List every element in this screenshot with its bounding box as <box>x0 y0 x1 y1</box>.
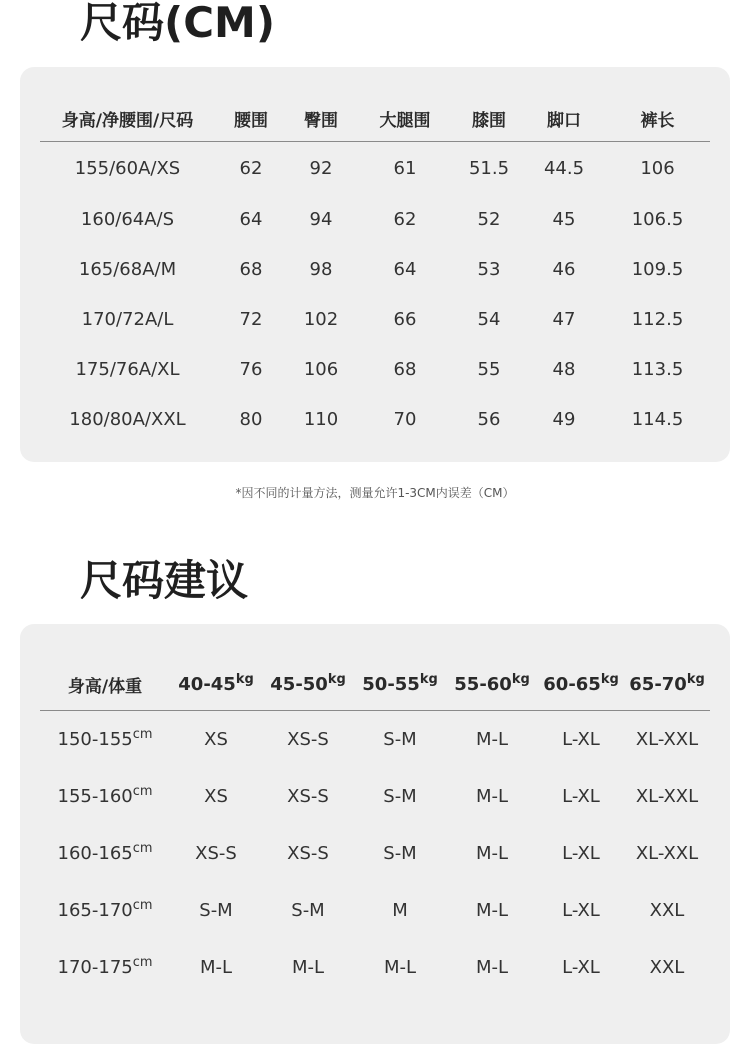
table-row <box>40 344 710 394</box>
table-cell: 170/72A/L <box>81 308 174 330</box>
table-cell: 165/68A/M <box>78 258 177 280</box>
table-cell: M <box>392 900 408 921</box>
table-cell: 114.5 <box>631 408 684 430</box>
table-cell: XS-S <box>195 843 237 864</box>
table-cell: 56 <box>477 408 501 430</box>
table-cell: 80 <box>239 408 263 430</box>
size-recommendation-table <box>40 658 710 996</box>
size-recommendation-title: 尺码建议 <box>80 556 249 605</box>
table-cell: 48 <box>552 358 576 380</box>
weight-header: $40-45^{kg}$ <box>170 658 262 711</box>
table-row <box>40 882 710 939</box>
height-cell: $150-155^{cm}$ <box>57 726 153 750</box>
table-cell: 46 <box>552 258 576 280</box>
table-cell: L-XL <box>562 957 600 978</box>
table-cell: 54 <box>477 308 501 330</box>
table-cell: 47 <box>552 308 576 330</box>
column-header: 腰围 <box>215 95 287 142</box>
corner-header: 身高/体重 <box>40 658 170 711</box>
table-row <box>40 244 710 294</box>
table-cell: XL-XXL <box>635 729 699 750</box>
table-cell: 68 <box>239 258 263 280</box>
table-cell: 109.5 <box>631 258 684 280</box>
table-cell: 106.5 <box>631 208 684 230</box>
table-cell: XXL <box>649 900 685 921</box>
table-cell: 61 <box>393 157 417 179</box>
column-header: 裤长 <box>605 95 710 142</box>
table-cell: M-L <box>475 843 509 864</box>
table-cell: 72 <box>239 308 263 330</box>
table-cell: L-XL <box>562 843 600 864</box>
table-cell: 64 <box>239 208 263 230</box>
table-cell: XS-S <box>287 786 329 807</box>
column-header: 臀围 <box>287 95 355 142</box>
table-cell: S-M <box>383 843 417 864</box>
weight-header: $55-60^{kg}$ <box>446 658 538 711</box>
table-cell: 110 <box>303 408 339 430</box>
table-cell: M-L <box>475 786 509 807</box>
table-row <box>40 194 710 244</box>
table-cell: M-L <box>383 957 417 978</box>
table-cell: 62 <box>393 208 417 230</box>
weight-header: $50-55^{kg}$ <box>354 658 446 711</box>
table-cell: M-L <box>475 900 509 921</box>
table-cell: S-M <box>199 900 233 921</box>
recommendation-header-row <box>40 658 710 711</box>
table-cell: 44.5 <box>543 157 585 179</box>
table-cell: XXL <box>649 957 685 978</box>
table-cell: S-M <box>291 900 325 921</box>
table-cell: XL-XXL <box>635 843 699 864</box>
table-cell: 64 <box>393 258 417 280</box>
table-cell: XS-S <box>287 843 329 864</box>
size-recommendation-panel <box>20 624 730 1044</box>
table-cell: 106 <box>640 157 675 179</box>
column-header: 膝围 <box>455 95 523 142</box>
table-cell: M-L <box>475 729 509 750</box>
table-cell: S-M <box>383 729 417 750</box>
table-cell: 102 <box>303 308 339 330</box>
table-cell: 76 <box>239 358 263 380</box>
table-cell: XS-S <box>287 729 329 750</box>
table-cell: 68 <box>393 358 417 380</box>
table-cell: 106 <box>303 358 339 380</box>
size-chart-table <box>40 95 710 444</box>
table-cell: L-XL <box>562 729 600 750</box>
table-cell: 52 <box>477 208 501 230</box>
table-cell: 45 <box>552 208 576 230</box>
table-cell: 53 <box>477 258 501 280</box>
table-cell: 160/64A/S <box>80 208 175 230</box>
table-row <box>40 294 710 344</box>
column-header: 大腿围 <box>355 95 455 142</box>
table-cell: 175/76A/XL <box>75 358 180 380</box>
table-row <box>40 939 710 996</box>
table-cell: 62 <box>239 157 263 179</box>
table-cell: 98 <box>309 258 333 280</box>
table-row <box>40 394 710 444</box>
weight-header: $65-70^{kg}$ <box>624 658 710 711</box>
column-header: 脚口 <box>523 95 605 142</box>
height-cell: $155-160^{cm}$ <box>57 783 153 807</box>
size-chart-header-row <box>40 95 710 142</box>
table-row <box>40 711 710 769</box>
table-cell: M-L <box>199 957 233 978</box>
table-cell: 112.5 <box>631 308 684 330</box>
table-cell: 155/60A/XS <box>74 157 181 179</box>
table-cell: 55 <box>477 358 501 380</box>
table-cell: 94 <box>309 208 333 230</box>
table-cell: 180/80A/XXL <box>69 408 186 430</box>
size-chart-panel <box>20 67 730 462</box>
measurement-note: *因不同的计量方法，测量允许1-3CM内误差（CM） <box>235 486 515 500</box>
weight-header: $45-50^{kg}$ <box>262 658 354 711</box>
column-header: 身高/净腰围/尺码 <box>40 95 215 142</box>
table-cell: M-L <box>291 957 325 978</box>
height-cell: $160-165^{cm}$ <box>57 840 153 864</box>
table-cell: 51.5 <box>468 157 510 179</box>
table-cell: 49 <box>552 408 576 430</box>
table-cell: L-XL <box>562 786 600 807</box>
table-cell: 70 <box>393 408 417 430</box>
size-chart-title: 尺码(CM) <box>80 0 276 47</box>
weight-header: $60-65^{kg}$ <box>538 658 624 711</box>
table-cell: S-M <box>383 786 417 807</box>
table-cell: XL-XXL <box>635 786 699 807</box>
table-cell: XS <box>204 729 228 750</box>
table-cell: L-XL <box>562 900 600 921</box>
table-row <box>40 825 710 882</box>
table-cell: 92 <box>309 157 333 179</box>
table-cell: 113.5 <box>631 358 684 380</box>
height-cell: $170-175^{cm}$ <box>57 954 153 978</box>
table-row <box>40 768 710 825</box>
height-cell: $165-170^{cm}$ <box>57 897 153 921</box>
table-cell: M-L <box>475 957 509 978</box>
table-cell: 66 <box>393 308 417 330</box>
table-row <box>40 142 710 195</box>
table-cell: XS <box>204 786 228 807</box>
